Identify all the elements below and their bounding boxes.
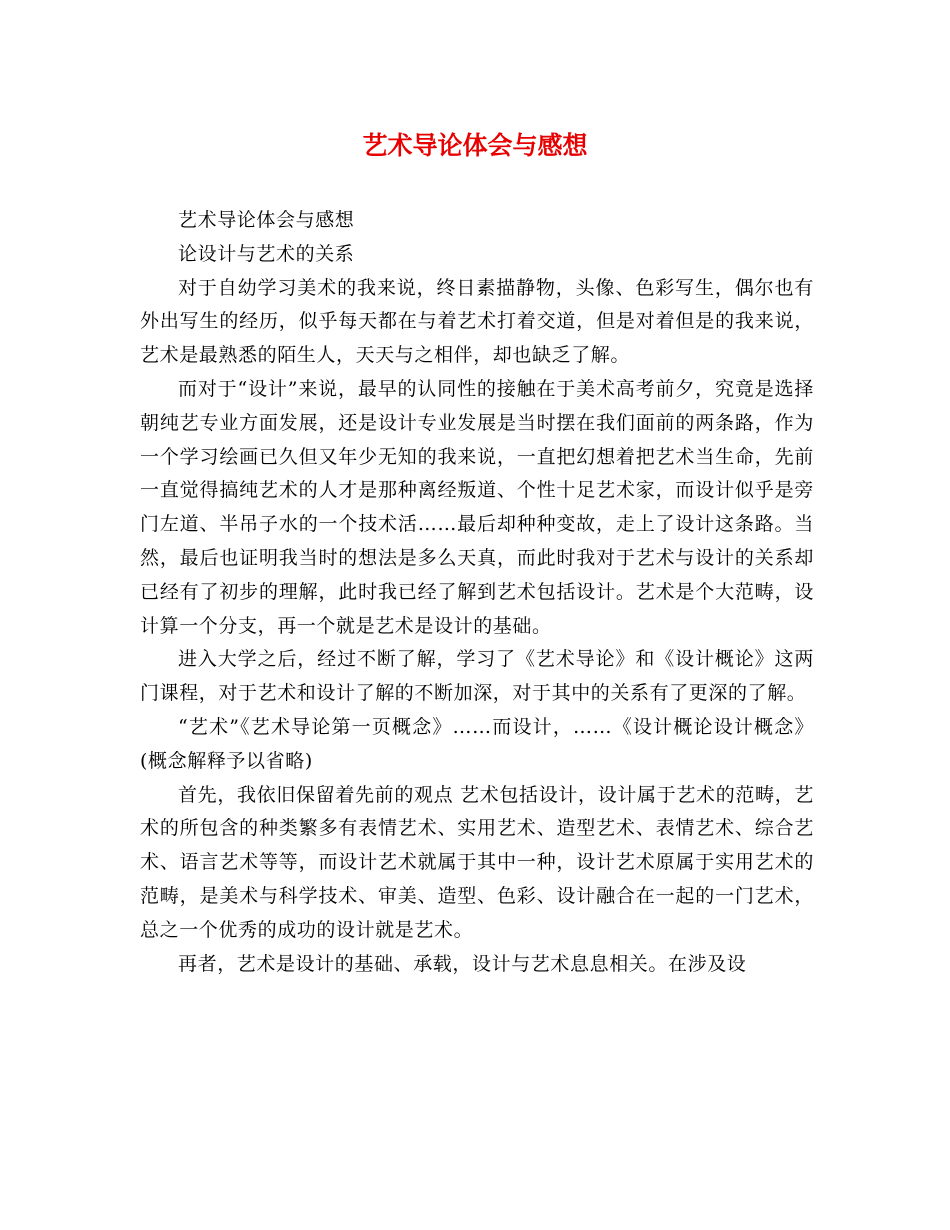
body-paragraph: 进入大学之后，经过不断了解，学习了《艺术导论》和《设计概论》这两门课程，对于艺术和设计了解的不断加深，对于其中的关系有了更深的了解。	[140, 648, 814, 705]
section-heading: 论设计与艺术的关系	[178, 242, 355, 265]
subtitle-line: 艺术导论体会与感想	[178, 209, 355, 231]
body-paragraph: 再者，艺术是设计的基础、承载，设计与艺术息息相关。在涉及设	[178, 952, 747, 975]
body-paragraph: 首先，我依旧保留着先前的观点 艺术包括设计，设计属于艺术的范畴，艺术的所包含的种类繁多有表情艺术、实用艺术、造型艺术、表情艺术、综合艺术、语言艺术等等，而设计艺术就属于其中一种，设计艺术原属于实用艺术的范畴，是美术与科学技术、审美、造型、色彩、设计融合在一起的一门艺术，总之一个优秀的成功的设计就是艺术。	[140, 783, 814, 941]
body-paragraph: 对于自幼学习美术的我来说，终日素描静物，头像、色彩写生，偶尔也有外出写生的经历，似乎每天都在与着艺术打着交道，但是对着但是的我来说，艺术是最熟悉的陌生人，天天与之相伴，却也缺乏了解。	[140, 276, 814, 367]
body-paragraph: “艺术”《艺术导论第一页概念》……而设计，……《设计概论设计概念》(概念解释予以省略)	[140, 715, 814, 772]
body-paragraph: 而对于“设计”来说，最早的认同性的接触在于美术高考前夕，究竟是选择朝纯艺专业方面发展，还是设计专业发展是当时摆在我们面前的两条路，作为一个学习绘画已久但又年少无知的我来说，一直把幻想着把艺术当生命，先前一直觉得搞纯艺术的人才是那种离经叛道、个性十足艺术家，而设计似乎是旁门左道、半吊子水的一个技术活……最后却种种变故，走上了设计这条路。当然，最后也证明我当时的想法是多么天真，而此时我对于艺术与设计的关系却已经有了初步的理解，此时我已经了解到艺术包括设计。艺术是个大范畴，设计算一个分支，再一个就是艺术是设计的基础。	[140, 377, 814, 637]
document-body	[140, 204, 814, 981]
document-title: 艺术导论体会与感想	[362, 131, 588, 160]
